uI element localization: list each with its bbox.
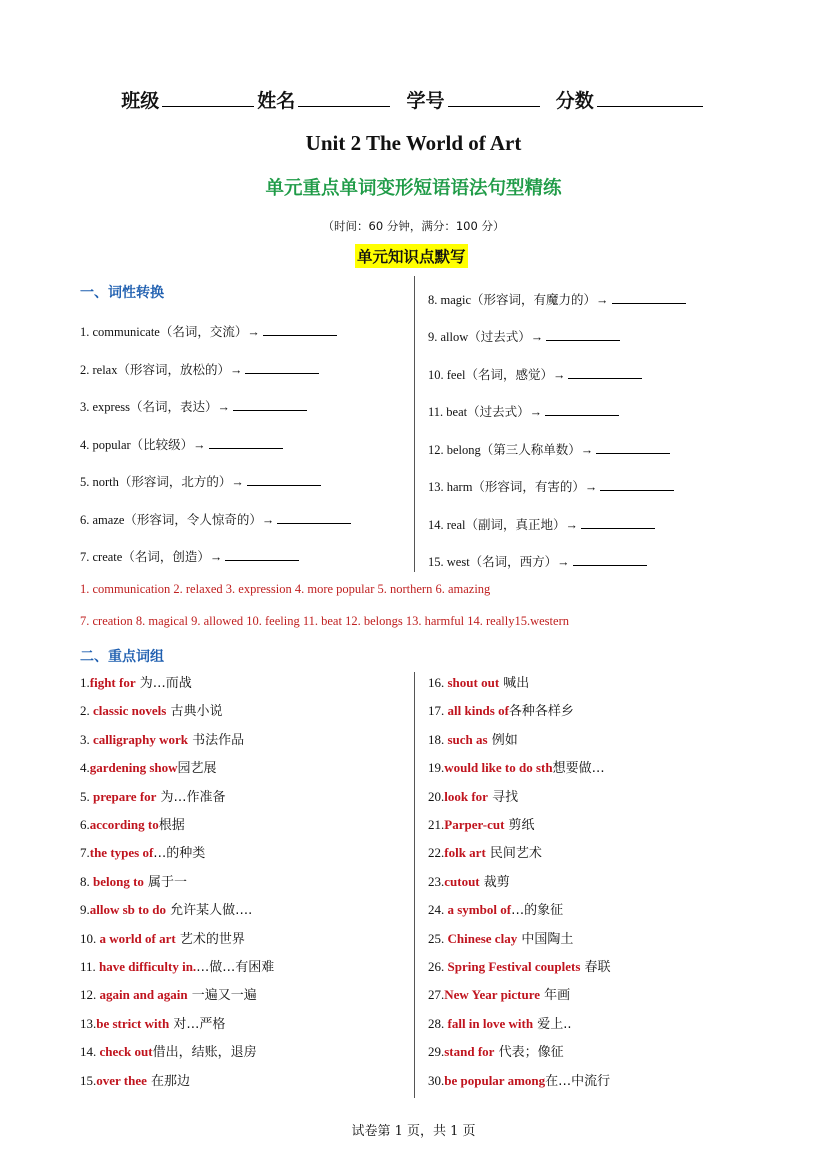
phrase-item [428,729,518,748]
answer-blank[interactable] [263,334,337,336]
student-info-line [0,86,827,113]
phrase-english: gardening show [89,760,178,776]
phrase-item [80,871,187,890]
word-item: 15. west（名词，西方）→ [428,552,647,570]
phrase-english: check out [99,1044,153,1060]
answer-blank[interactable] [600,489,674,491]
phrase-english: fall in love with [447,1015,534,1031]
phrase-english: calligraphy work [93,731,188,747]
phrase-number: 25. [428,930,448,946]
section2-divider [414,672,415,1098]
section2-heading: 二、重点词组 [80,649,164,665]
phrase-item [428,672,529,691]
number-label: 学号 [406,90,445,112]
phrase-english: be strict with [96,1015,170,1031]
word-item: 8. magic（形容词，有魔力的）→ [428,290,686,308]
phrase-chinese: 书法作品 [187,732,245,748]
answer-blank[interactable] [596,452,670,454]
word-item: 3. express（名词，表达）→ [80,397,307,415]
answer-key-line: 1. communication 2. relaxed 3. expression 4. more popular 5. northern 6. amazing [80,582,491,596]
phrase-number: 19. [428,760,445,776]
phrase-chinese: 春联 [580,960,611,975]
phrase-chinese: 例如 [487,732,518,748]
phrase-item [80,956,274,975]
phrase-chinese: 根据 [158,818,185,833]
phrase-english: classic novels [93,703,167,719]
word-item: 6. amaze（形容词，令人惊奇的）→ [80,510,351,528]
phrase-item [428,899,563,918]
phrase-chinese: 在那边 [146,1073,191,1089]
phrase-english: look for [444,788,488,804]
phrase-number: 20. [428,788,445,804]
page-title: Unit 2 The World of Art [305,131,522,155]
phrase-chinese: 裁剪 [479,874,510,890]
phrase-english: according to [89,817,159,832]
phrase-item [80,928,245,947]
score-label: 分数 [555,90,594,112]
phrase-chinese: 中国陶土 [517,931,574,947]
time-info: （时间：60 分钟，满分：100 分） [322,219,505,233]
phrase-english: folk art [444,845,486,861]
phrase-english: Spring Festival couplets [447,959,581,974]
answer-blank[interactable] [581,527,655,529]
phrase-item [428,700,574,719]
phrase-english: again and again [99,987,188,1003]
phrase-english: belong to [93,873,144,889]
phrase-chinese: …做…有困难 [196,960,275,975]
phrase-chinese: 喊出 [499,676,530,691]
word-item: 11. beat（过去式）→ [428,402,619,420]
phrase-chinese: 为…而战 [135,676,192,691]
phrase-number: 14. [80,1044,100,1060]
phrase-item [80,700,222,719]
phrase-number: 26. [428,959,448,974]
phrase-item [428,1070,610,1089]
phrase-number: 18. [428,731,448,747]
phrase-item [428,814,535,833]
phrase-item [428,871,510,890]
phrase-item [428,984,570,1003]
phrase-number: 1. [80,675,90,690]
phrase-chinese: 年画 [540,988,571,1004]
phrase-english: have difficulty in. [99,959,197,974]
phrase-item [80,786,226,805]
class-blank[interactable] [162,105,254,107]
word-item: 1. communicate（名词，交流）→ [80,322,337,340]
phrase-english: cutout [444,873,480,889]
phrase-item [428,1041,564,1060]
word-item: 9. allow（过去式）→ [428,327,620,345]
phrase-item [80,1041,257,1060]
phrase-item [80,729,244,748]
word-item: 2. relax（形容词，放松的）→ [80,360,319,378]
phrase-english: stand for [444,1044,495,1060]
phrase-chinese: …的种类 [153,846,206,862]
phrase-english: a symbol of [447,902,512,918]
phrase-english: shout out [447,675,500,690]
answer-blank[interactable] [573,564,647,566]
phrase-chinese: 剪纸 [504,818,535,833]
section1-divider [414,276,415,572]
phrase-item [428,1013,572,1032]
answer-blank[interactable] [545,414,619,416]
phrase-english: Chinese clay [447,930,518,946]
word-item: 12. belong（第三人称单数）→ [428,440,670,458]
phrase-number: 5. [80,788,93,804]
phrase-chinese: 允许某人做…. [165,903,253,919]
phrase-number: 9. [80,902,90,918]
phrase-number: 3. [80,731,93,747]
answer-blank[interactable] [277,522,351,524]
phrase-chinese: 爱上.. [533,1016,572,1032]
answer-blank[interactable] [209,447,283,449]
phrase-chinese: 艺术的世界 [175,931,245,947]
phrase-english: all kinds of [447,703,509,719]
answer-blank[interactable] [612,302,686,304]
phrase-number: 8. [80,873,93,889]
word-item: 14. real（副词，真正地）→ [428,515,655,533]
phrase-english: allow sb to do [89,902,166,918]
word-item: 7. create（名词，创造）→ [80,547,299,565]
page-footer: 试卷第 1 页，共 1 页 [351,1124,476,1139]
phrase-item [428,928,573,947]
phrase-number: 11. [80,959,100,974]
phrase-number: 16. [428,675,448,690]
section-badge: 单元知识点默写 [355,244,468,268]
phrase-number: 23. [428,873,445,889]
phrase-chinese: 各种各样乡 [508,704,574,720]
score-blank[interactable] [597,105,703,107]
phrase-chinese: 代表；像征 [494,1045,564,1061]
phrase-number: 27. [428,987,445,1003]
phrase-item [428,786,518,805]
phrase-item [80,672,192,691]
phrase-item [80,1013,225,1032]
phrase-item [80,842,205,861]
answer-blank[interactable] [245,372,319,374]
word-item: 13. harm（形容词，有害的）→ [428,477,674,495]
answer-blank[interactable] [225,559,299,561]
phrase-number: 22. [428,845,445,861]
number-blank[interactable] [448,105,540,107]
phrase-number: 15. [80,1072,97,1088]
phrase-chinese: 寻找 [487,789,519,805]
phrase-chinese: …的象征 [511,903,564,919]
phrase-number: 12. [80,987,100,1003]
phrase-item [428,842,542,861]
name-blank[interactable] [298,105,390,107]
answer-blank[interactable] [568,377,642,379]
phrase-number: 30. [428,1072,445,1088]
phrase-item [80,814,185,833]
phrase-number: 13. [80,1015,97,1031]
phrase-chinese: 想要做… [552,761,605,777]
phrase-number: 10. [80,930,100,946]
phrase-english: prepare for [93,788,157,804]
phrase-item [80,899,252,918]
word-item: 5. north（形容词，北方的）→ [80,472,321,490]
phrase-english: the types of [89,845,154,861]
phrase-chinese: 民间艺术 [485,846,542,862]
phrase-english: would like to do sth [444,760,553,776]
phrase-chinese: 为…作准备 [156,789,226,805]
answer-key-line: 7. creation 8. magical 9. allowed 10. feeling 11. beat 12. belongs 13. harmful 14. really15.western [80,614,569,628]
answer-blank[interactable] [247,484,321,486]
phrase-number: 4. [80,760,90,776]
section1-heading: 一、词性转换 [80,285,164,301]
answer-blank[interactable] [546,339,620,341]
word-item: 4. popular（比较级）→ [80,435,283,453]
phrase-chinese: 属于一 [143,874,188,890]
phrase-chinese: 园艺展 [177,761,217,777]
phrase-english: be popular among [444,1072,546,1088]
phrase-number: 7. [80,845,90,861]
answer-blank[interactable] [233,409,307,411]
phrase-number: 29. [428,1044,445,1060]
phrase-item [80,757,217,776]
phrase-chinese: 一遍又一遍 [187,988,257,1004]
phrase-number: 6. [80,817,90,832]
phrase-item [80,1070,190,1089]
class-label: 班级 [121,90,160,112]
phrase-chinese: 借出，结账，退房 [152,1045,257,1061]
phrase-number: 21. [428,817,445,832]
phrase-english: fight for [89,675,136,690]
phrase-english: over thee [96,1072,147,1088]
word-item: 10. feel（名词，感觉）→ [428,365,642,383]
phrase-english: such as [447,731,488,747]
phrase-item [80,984,257,1003]
name-label: 姓名 [257,90,296,112]
phrase-english: Parper-cut [444,817,505,832]
phrase-item [428,956,611,975]
phrase-item [428,757,605,776]
phrase-chinese: 在…中流行 [545,1073,611,1089]
page-subtitle: 单元重点单词变形短语语法句型精练 [265,178,562,199]
phrase-number: 17. [428,703,448,719]
phrase-chinese: 对…严格 [169,1016,226,1032]
phrase-number: 2. [80,703,93,719]
phrase-chinese: 古典小说 [166,704,223,720]
phrase-english: a world of art [99,930,176,946]
phrase-number: 28. [428,1015,448,1031]
phrase-english: New Year picture [444,987,541,1003]
phrase-number: 24. [428,902,448,918]
